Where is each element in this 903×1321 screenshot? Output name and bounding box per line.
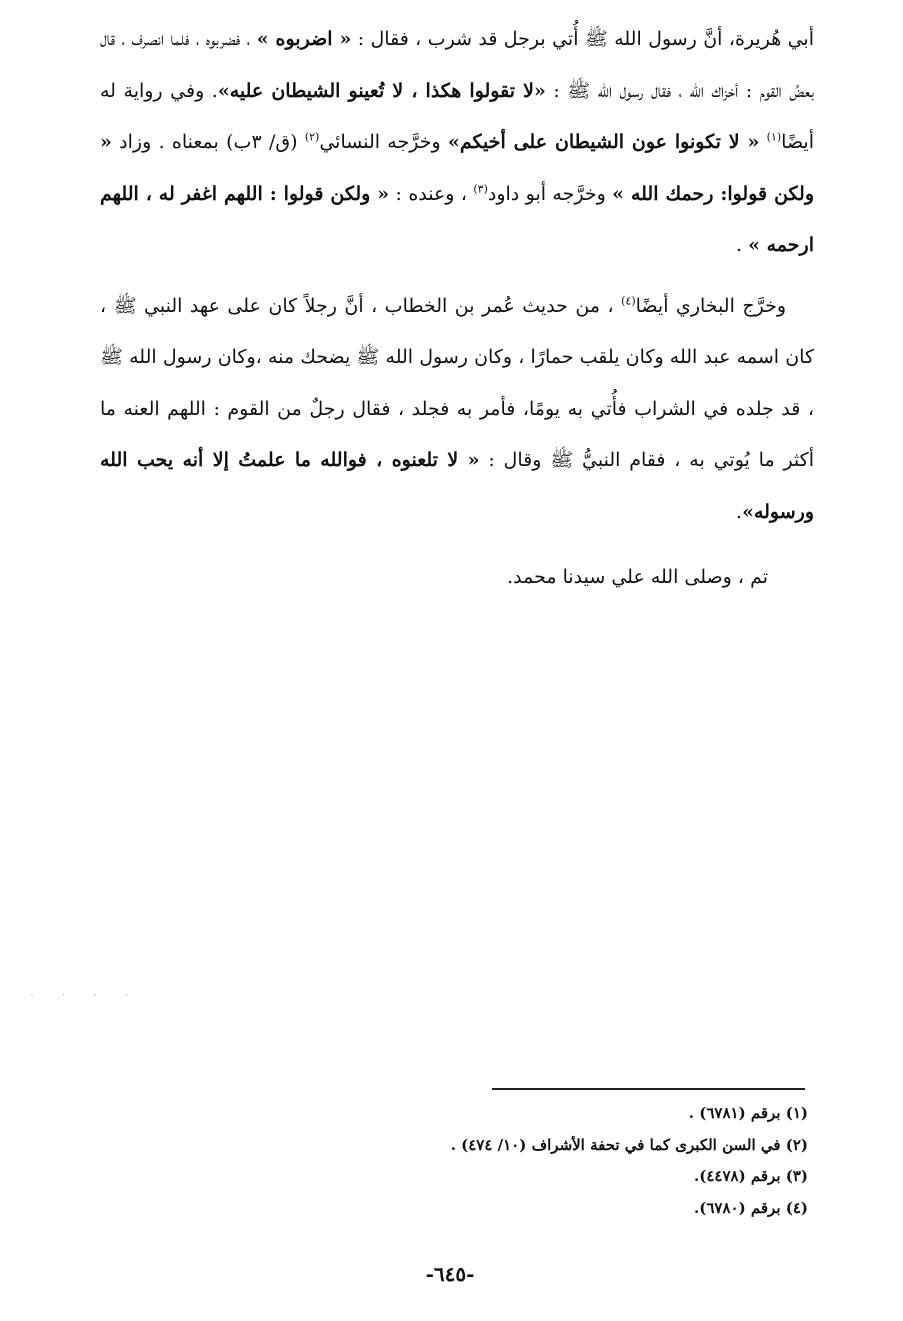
closing-line (100, 552, 814, 604)
footnotes (300, 1098, 808, 1224)
text-run: (ق/ ٣ب) بمعناه . وزاد (111, 131, 305, 153)
footnote-1: (١) برقم (٦٧٨١) . (688, 1104, 808, 1122)
text-run: وخرَّجه أبو داود (487, 182, 613, 205)
footnote-separator (492, 1088, 805, 1090)
bold-quote: « ولكن قولوا: رحمك الله » (100, 131, 814, 205)
text-run (759, 131, 766, 153)
text-run: . وفي رواية له أيضًا (100, 79, 814, 153)
scan-speck-marks: · · · · (30, 988, 141, 1002)
footnote-ref: (٤) (621, 294, 636, 308)
footnote-ref: (٣) (473, 182, 488, 196)
bold-quote: « لا تلعنوه ، فوالله ما علمتُ إلا أنه يحب الله ورسوله» (100, 449, 814, 523)
text-run: أبي هُريرة، أنَّ رسول الله ﷺ أُتي برجل قد شرب ، فقال : (351, 28, 814, 50)
text-run: ، من حديث عُمر بن الخطاب ، أنَّ رجلاً كان على عهد النبي ﷺ ، كان اسمه عبد الله وكان يلقب حمارًا ، وكان رسول الله ﷺ يضحك منه ،وكان رسول الله ﷺ ، قد جلده في الشراب فأُتي به يومًا، فأمر به فجلد ، فقال رجلٌ من القوم : اللهم العنه ما أكثر ما يُوتي به ، فقام النبيُّ ﷺ وقال : (100, 294, 814, 471)
text-run: ، وعنده : (389, 182, 474, 205)
footnote-4: (٤) برقم (٦٧٨٠). (694, 1198, 808, 1217)
text-run: وخرَّج البخاري أيضًا (635, 294, 786, 317)
page-number: -٦٤٥- (425, 1262, 475, 1286)
footnote-2: (٢) في السن الكبرى كما في تحفة الأشراف (١٠/ ٤٧٤) . (450, 1135, 808, 1154)
text-run: ، فضربوه ، فلما انصرف ، قال بعضُ القوم : أخزاك الله ، فقال رسول الله ﷺ : (100, 28, 814, 102)
bold-quote: « ولكن قولوا : اللهم اغفر له ، اللهم ارحمه » (100, 182, 814, 256)
footnote-3: (٣) برقم (٤٤٧٨). (694, 1167, 808, 1185)
text-run: وخرَّجه النسائي (319, 131, 448, 153)
text-run: . (736, 500, 743, 523)
text-run: تم ، وصلى الله علي سيدنا محمد. (507, 566, 768, 588)
main-text (100, 14, 814, 604)
text-run: . (736, 234, 749, 256)
footnote-ref: (١) (766, 130, 782, 144)
paragraph-1 (100, 14, 814, 272)
footnote-ref: (٢) (304, 130, 320, 144)
bold-quote: « لا تكونوا عون الشيطان على أخيكم» (447, 131, 760, 153)
bold-quote: «لا تقولوا هكذا ، لا تُعينو الشيطان عليه» (217, 79, 546, 102)
bold-quote: « اضربوه » (256, 28, 352, 50)
paragraph-2 (100, 281, 814, 539)
